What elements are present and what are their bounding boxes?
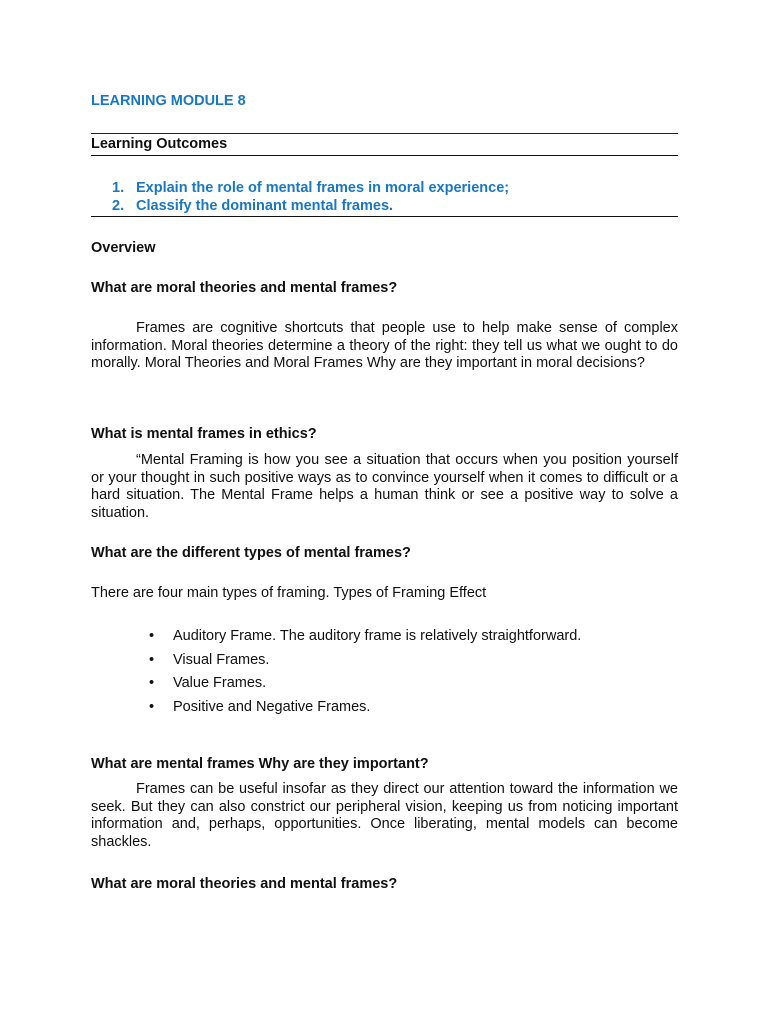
module-title: LEARNING MODULE 8	[91, 93, 246, 109]
paragraph-2: “Mental Framing is how you see a situation that occurs when you position yourself or your thought in such positive ways as to convince yourself when it comes to difficult or a hard situation. The Mental Frame helps a human think or see a positive way to solve a situation.	[91, 452, 678, 521]
outcome-number: 2.	[112, 198, 125, 214]
paragraph-3: There are four main types of framing. Types of Framing Effect	[91, 585, 487, 601]
overview-heading: Overview	[91, 240, 156, 256]
learning-outcomes-list	[112, 179, 509, 215]
paragraph-1: Frames are cognitive shortcuts that people use to help make sense of complex information. Moral theories determine a theory of the right: they tell us what we ought to do morally. Moral Theories and Moral Frames Why are they important in moral decisions?	[91, 320, 678, 371]
list-item	[149, 625, 581, 649]
bullet-icon: •	[149, 675, 155, 691]
outcome-item	[112, 179, 509, 197]
bullet-icon: •	[149, 628, 155, 644]
question-heading-4: What are mental frames Why are they important?	[91, 756, 429, 772]
bullet-icon: •	[149, 698, 155, 715]
question-heading-2: What is mental frames in ethics?	[91, 426, 317, 442]
divider-top	[91, 133, 678, 134]
list-item	[149, 696, 581, 720]
outcome-text: Classify the dominant mental frames.	[136, 198, 394, 214]
divider-outcomes-heading	[91, 155, 678, 156]
question-heading-3: What are the different types of mental frames?	[91, 545, 411, 561]
question-heading-1: What are moral theories and mental frames?	[91, 280, 398, 296]
list-item-text: Auditory Frame. The auditory frame is relatively straightforward.	[173, 628, 582, 644]
list-item-text: Visual Frames.	[173, 651, 270, 668]
question-heading-5: What are moral theories and mental frames?	[91, 876, 398, 892]
bullet-icon: •	[149, 651, 155, 668]
outcome-text: Explain the role of mental frames in moral experience;	[136, 180, 510, 196]
list-item-text: Value Frames.	[173, 675, 267, 691]
list-item	[149, 672, 581, 696]
divider-outcomes-end	[91, 216, 678, 217]
framing-types-list	[149, 625, 581, 719]
learning-outcomes-heading: Learning Outcomes	[91, 136, 228, 152]
outcome-number: 1.	[112, 180, 125, 196]
paragraph-4: Frames can be useful insofar as they direct our attention toward the information we seek. But they can also constrict our peripheral vision, keeping us from noticing important information and, perhaps, opportunities. Once liberating, mental models can become shackles.	[91, 781, 678, 850]
list-item-text: Positive and Negative Frames.	[173, 698, 371, 715]
list-item	[149, 649, 581, 673]
outcome-item	[112, 197, 509, 215]
